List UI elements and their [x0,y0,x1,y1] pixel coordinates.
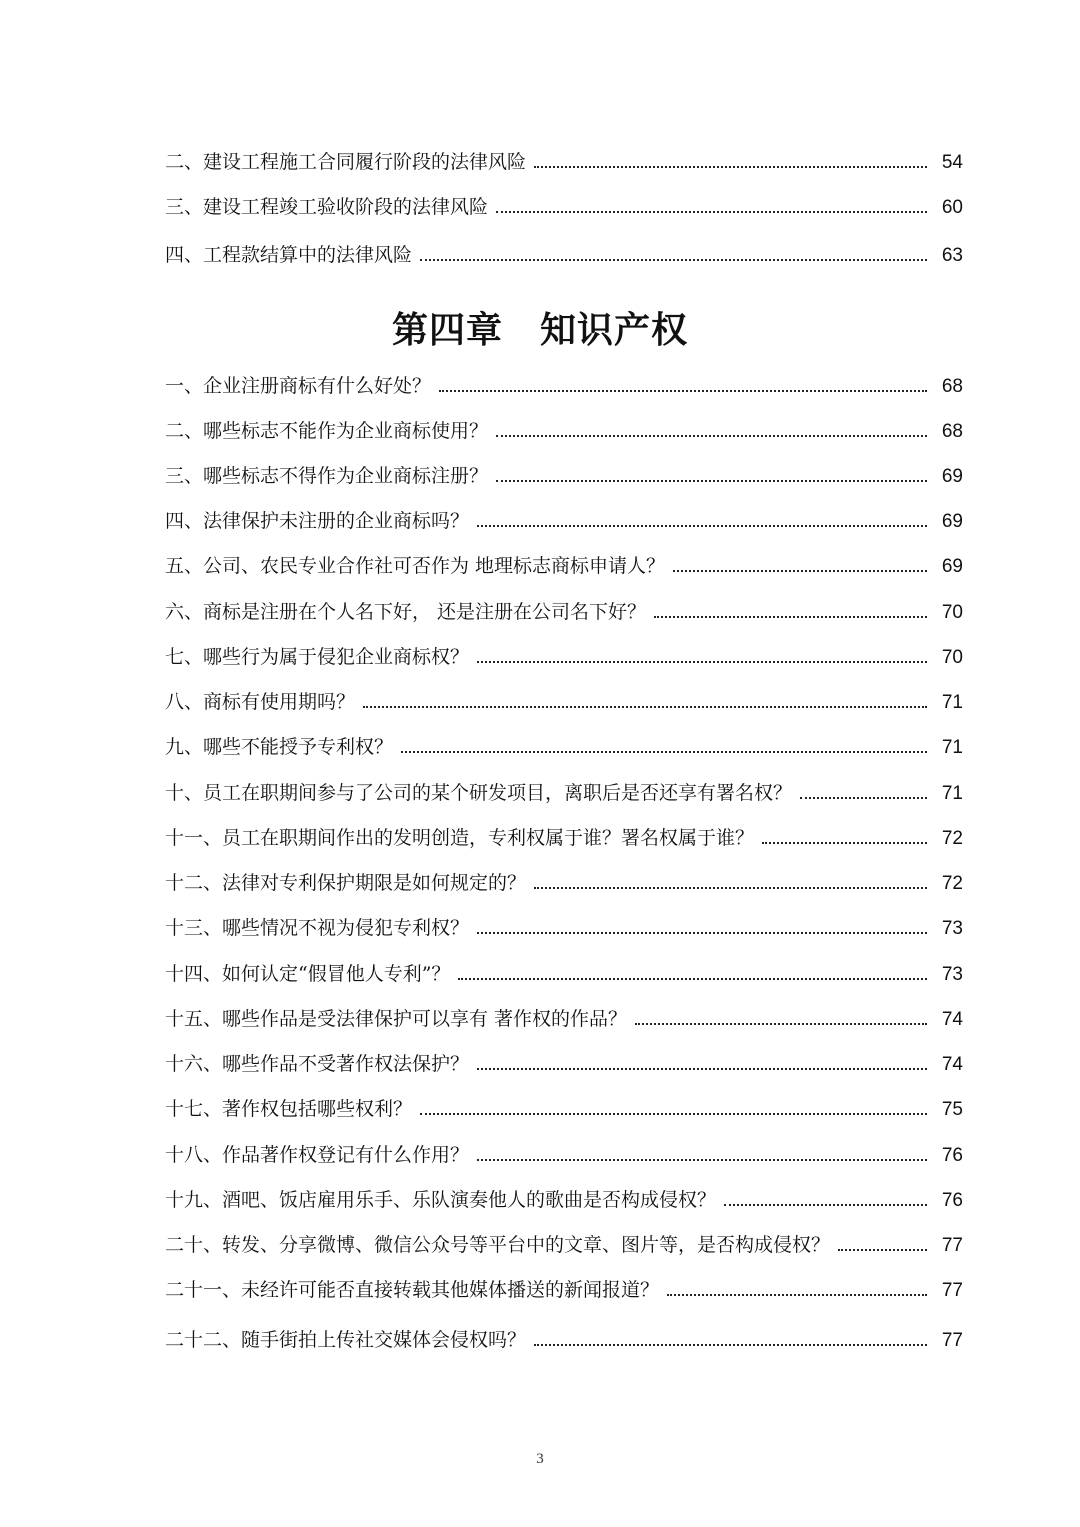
toc-entry[interactable] [165,544,963,576]
toc-entry-title: 二、建设工程施工合同履行阶段的法律风险 [165,151,527,173]
toc-entry-page: 77 [941,1280,963,1301]
page-number: 3 [536,1451,544,1467]
dot-leader [724,1204,927,1206]
toc-entry[interactable] [165,409,963,441]
toc-entry-title: 十八、作品著作权登记有什么作用？ [165,1144,470,1166]
dot-leader [439,390,927,392]
dot-leader [800,797,927,799]
toc-entry[interactable] [165,233,963,265]
dot-leader [401,751,927,753]
toc-entry-page: 72 [941,828,963,849]
toc-entry-page: 70 [941,602,963,623]
dot-leader [667,1294,927,1296]
chapter-heading: 第四章 知识产权 [391,310,688,351]
toc-entry-page: 63 [941,245,963,266]
dot-leader [673,570,927,572]
toc-entry[interactable] [165,771,963,803]
toc-entry[interactable] [165,1268,963,1300]
toc-entry-page: 74 [941,1054,963,1075]
toc-entry[interactable] [165,680,963,712]
toc-entry-page: 71 [941,783,963,804]
toc-entry[interactable] [165,1087,963,1119]
toc-entry[interactable] [165,454,963,486]
dot-leader [477,1068,927,1070]
toc-entry-page: 71 [941,692,963,713]
toc-entry-page: 69 [941,511,963,532]
toc-entry-page: 77 [941,1330,963,1351]
toc-entry-page: 77 [941,1235,963,1256]
toc-entry[interactable] [165,952,963,984]
dot-leader [838,1249,927,1251]
toc-entry[interactable] [165,635,963,667]
toc-entry[interactable] [165,140,963,172]
toc-entry-title: 十七、著作权包括哪些权利？ [165,1098,413,1120]
dot-leader [635,1023,927,1025]
toc-entry-title: 七、哪些行为属于侵犯企业商标权？ [165,646,470,668]
toc-entry-title: 二十、转发、分享微博、微信公众号等平台中的文章、图片等，是否构成侵权？ [165,1234,831,1256]
toc-entry-title: 五、公司、农民专业合作社可否作为 地理标志商标申请人？ [165,555,666,577]
dot-leader [654,616,927,618]
toc-entry-page: 76 [941,1190,963,1211]
toc-entry-title: 二、哪些标志不能作为企业商标使用？ [165,420,489,442]
toc-entry[interactable] [165,499,963,531]
dot-leader [534,1344,927,1346]
toc-entry-title: 三、哪些标志不得作为企业商标注册？ [165,465,489,487]
toc-entry[interactable] [165,1178,963,1210]
toc-entry[interactable] [165,997,963,1029]
toc-entry-page: 74 [941,1009,963,1030]
dot-leader [458,978,927,980]
dot-leader [477,932,927,934]
toc-entry[interactable] [165,1318,963,1350]
dot-leader [534,166,927,168]
toc-entry[interactable] [165,906,963,938]
toc-entry-title: 八、商标有使用期吗？ [165,691,356,713]
dot-leader [363,706,927,708]
toc-entry-title: 九、哪些不能授予专利权？ [165,736,394,758]
toc-entry-title: 四、法律保护未注册的企业商标吗？ [165,510,470,532]
toc-entry-page: 68 [941,421,963,442]
toc-entry-title: 二十二、随手街拍上传社交媒体会侵权吗？ [165,1329,527,1351]
dot-leader [762,842,927,844]
dot-leader [420,259,927,261]
dot-leader [477,525,927,527]
toc-entry-page: 76 [941,1145,963,1166]
toc-entry-page: 69 [941,556,963,577]
toc-entry-page: 73 [941,918,963,939]
toc-entry[interactable] [165,816,963,848]
toc-entry[interactable] [165,861,963,893]
toc-entry[interactable] [165,725,963,757]
toc-entry-title: 十一、员工在职期间作出的发明创造，专利权属于谁？署名权属于谁？ [165,827,755,849]
toc-entry-title: 十六、哪些作品不受著作权法保护？ [165,1053,470,1075]
toc-entry[interactable] [165,590,963,622]
toc-entry-page: 68 [941,376,963,397]
toc-entry-page: 54 [941,152,963,173]
toc-entry[interactable] [165,185,963,217]
dot-leader [420,1113,927,1115]
toc-entry-title: 四、工程款结算中的法律风险 [165,244,413,266]
toc-entry-title: 十三、哪些情况不视为侵犯专利权？ [165,917,470,939]
toc-entry[interactable] [165,1223,963,1255]
toc-entry-page: 69 [941,466,963,487]
toc-entry-page: 70 [941,647,963,668]
toc-entry-page: 73 [941,964,963,985]
toc-entry-page: 60 [941,197,963,218]
dot-leader [477,1159,927,1161]
dot-leader [534,887,927,889]
toc-entry-title: 一、企业注册商标有什么好处？ [165,375,432,397]
toc-entry-page: 71 [941,737,963,758]
toc-entry-title: 十五、哪些作品是受法律保护可以享有 著作权的作品？ [165,1008,628,1030]
dot-leader [477,661,927,663]
dot-leader [496,480,927,482]
toc-entry-title: 十二、法律对专利保护期限是如何规定的？ [165,872,527,894]
toc-entry-title: 六、商标是注册在个人名下好， 还是注册在公司名下好？ [165,601,647,623]
toc-entry-title: 十、员工在职期间参与了公司的某个研发项目，离职后是否还享有署名权？ [165,782,793,804]
dot-leader [496,435,927,437]
toc-entry[interactable] [165,1133,963,1165]
toc-entry-title: 十四、如何认定“假冒他人专利”？ [165,963,451,985]
dot-leader [496,211,927,213]
toc-entry-page: 72 [941,873,963,894]
toc-entry-title: 十九、酒吧、饭店雇用乐手、乐队演奏他人的歌曲是否构成侵权？ [165,1189,717,1211]
toc-entry-page: 75 [941,1099,963,1120]
toc-entry-title: 二十一、未经许可能否直接转载其他媒体播送的新闻报道？ [165,1279,660,1301]
toc-entry[interactable] [165,364,963,396]
toc-entry-title: 三、建设工程竣工验收阶段的法律风险 [165,196,489,218]
toc-entry[interactable] [165,1042,963,1074]
